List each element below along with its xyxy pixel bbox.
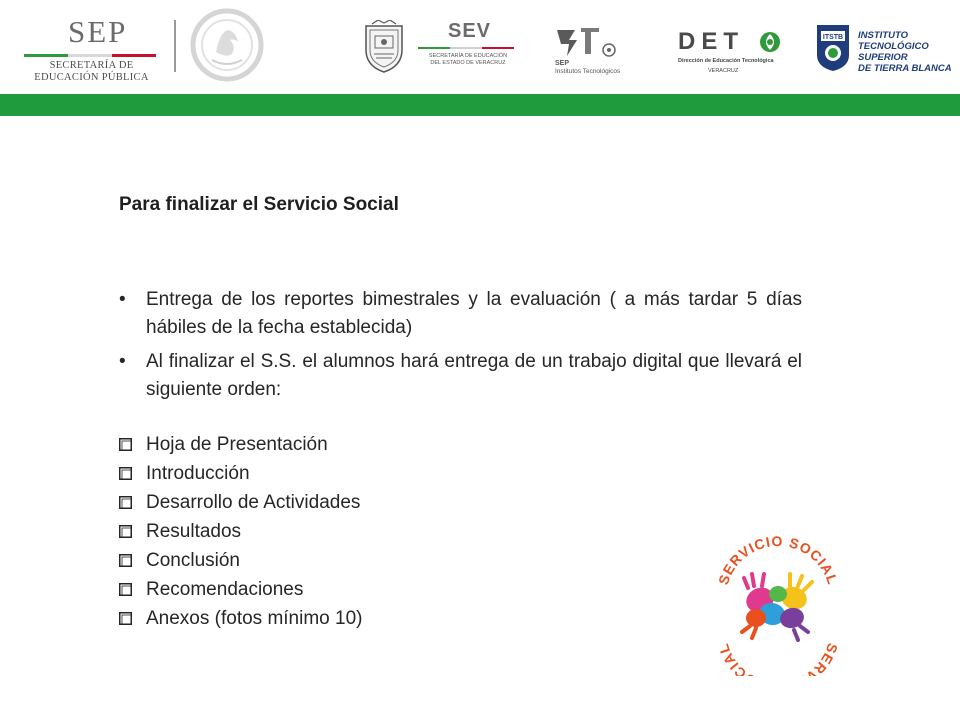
itstb-name-line3: DE TIERRA BLANCA [858, 63, 952, 74]
sep-it-word: SEP [555, 60, 570, 67]
checklist-text: Conclusión [146, 550, 240, 571]
sep-subtitle-line1: SECRETARÍA DE [49, 60, 134, 71]
header-divider [174, 20, 176, 72]
mexico-coat-of-arms-icon [190, 8, 264, 82]
checklist-item [119, 604, 362, 633]
checklist-item [119, 546, 362, 575]
sev-logo [418, 20, 518, 76]
checkbox-square-icon [119, 467, 132, 480]
bullet-item [119, 348, 802, 404]
det-subtitle-state: VERACRUZ [708, 68, 739, 74]
sev-subtitle-line2: DEL ESTADO DE VERACRUZ [430, 60, 506, 66]
checklist-text: Hoja de Presentación [146, 434, 328, 455]
sep-it-subtitle: Institutos Tecnológicos [555, 68, 621, 75]
slide-title: Para finalizar el Servicio Social [119, 194, 399, 215]
veracruz-shield-icon [362, 20, 406, 74]
servicio-social-top-text: SERVICIO SOCIAL [714, 536, 842, 587]
checkbox-square-icon [119, 554, 132, 567]
checklist-item [119, 488, 362, 517]
checklist-text: Introducción [146, 463, 250, 484]
checklist-item [119, 517, 362, 546]
checklist-text: Desarrollo de Actividades [146, 492, 361, 513]
sep-tricolor-line [24, 54, 156, 57]
header-logos [0, 0, 960, 94]
bullet-text: Entrega de los reportes bimestrales y la evaluación ( a más tardar 5 días hábiles de la fecha establecida) [146, 289, 802, 338]
sep-it-emblem-icon [555, 26, 617, 58]
sev-wordmark: SEV [448, 20, 492, 42]
svg-text:ITSTB: ITSTB [822, 34, 844, 41]
itstb-name-line1: INSTITUTO [858, 30, 908, 41]
green-band [0, 94, 960, 116]
det-subtitle: Dirección de Educación Tecnológica [678, 58, 774, 64]
checkbox-square-icon [119, 496, 132, 509]
bullet-list [119, 286, 802, 410]
servicio-social-bottom-text: SER CIAL [714, 641, 842, 676]
hands-icon [742, 574, 812, 640]
checklist-text: Resultados [146, 521, 242, 542]
det-leaf-icon [758, 30, 782, 54]
checkbox-square-icon [119, 525, 132, 538]
itstb-name [858, 30, 958, 74]
sep-subtitle [24, 60, 159, 84]
servicio-social-logo [712, 536, 842, 676]
sep-institutos-logo [555, 26, 639, 76]
checkbox-square-icon [119, 612, 132, 625]
bullet-dot-icon: • [119, 289, 126, 310]
sev-subtitle [420, 53, 516, 67]
bullet-item [119, 286, 802, 342]
itstb-badge-icon [815, 23, 851, 73]
deliverables-checklist [119, 430, 362, 633]
sev-tricolor-line [418, 47, 514, 49]
bullet-text: Al finalizar el S.S. el alumnos hará entrega de un trabajo digital que llevará el siguiente orden: [146, 351, 802, 400]
itstb-name-line2: TECNOLÓGICO SUPERIOR [858, 41, 929, 63]
checklist-item [119, 575, 362, 604]
checklist-text: Anexos (fotos mínimo 10) [146, 608, 363, 629]
bullet-dot-icon: • [119, 351, 126, 372]
sep-subtitle-line2: EDUCACIÓN PÚBLICA [34, 72, 149, 83]
checkbox-square-icon [119, 583, 132, 596]
sev-subtitle-line1: SECRETARÍA DE EDUCACIÓN [428, 53, 508, 59]
det-wordmark: DET [678, 28, 744, 55]
checkbox-square-icon [119, 438, 132, 451]
sep-wordmark: SEP [68, 14, 128, 49]
checklist-item [119, 430, 362, 459]
det-logo [678, 28, 788, 78]
checklist-text: Recomendaciones [146, 579, 304, 600]
sep-logo [24, 14, 159, 83]
checklist-item [119, 459, 362, 488]
